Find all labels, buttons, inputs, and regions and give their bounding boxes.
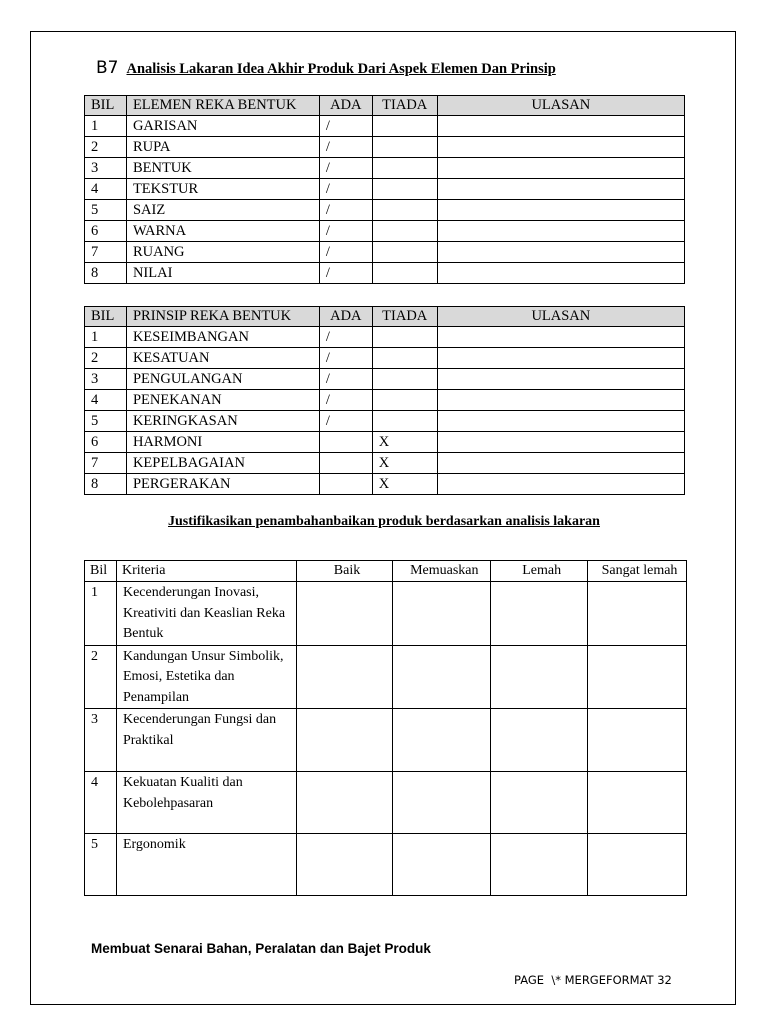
ada-cell: / — [319, 221, 372, 242]
tiada-cell — [372, 116, 437, 137]
lemah-cell — [491, 582, 588, 646]
bil-cell: 3 — [85, 158, 127, 179]
justification-table — [84, 560, 687, 896]
tiada-cell — [372, 242, 437, 263]
header-elemen: ELEMEN REKA BENTUK — [126, 96, 319, 116]
prinsip-cell: PENGULANGAN — [126, 369, 319, 390]
table-row — [85, 390, 685, 411]
table-row — [85, 772, 687, 834]
table-row — [85, 263, 685, 284]
ada-cell: / — [319, 348, 372, 369]
tiada-cell — [372, 327, 437, 348]
ada-cell: / — [319, 327, 372, 348]
bil-cell: 5 — [85, 834, 117, 896]
bil-cell: 6 — [85, 221, 127, 242]
bil-cell: 5 — [85, 200, 127, 221]
lemah-cell — [491, 772, 588, 834]
tiada-cell — [372, 263, 437, 284]
justification-table-body — [85, 582, 687, 896]
bil-cell: 4 — [85, 179, 127, 200]
ada-cell: / — [319, 242, 372, 263]
prinsip-table-body — [85, 327, 685, 495]
bil-cell: 8 — [85, 263, 127, 284]
memuaskan-cell — [393, 645, 491, 709]
tiada-cell — [372, 158, 437, 179]
ulasan-cell — [437, 263, 684, 284]
table-row — [85, 582, 687, 646]
table-row — [85, 453, 685, 474]
ulasan-cell — [437, 348, 684, 369]
table-row — [85, 327, 685, 348]
prinsip-cell: HARMONI — [126, 432, 319, 453]
ulasan-cell — [437, 411, 684, 432]
table-row — [85, 221, 685, 242]
ada-cell: / — [319, 263, 372, 284]
tiada-cell: X — [372, 474, 437, 495]
header-kriteria: Kriteria — [116, 561, 296, 582]
baik-cell — [296, 582, 393, 646]
ada-cell: / — [319, 137, 372, 158]
ada-cell: / — [319, 390, 372, 411]
ulasan-cell — [437, 116, 684, 137]
ulasan-cell — [437, 369, 684, 390]
ada-cell: / — [319, 158, 372, 179]
header-ulasan: ULASAN — [437, 307, 684, 327]
elemen-cell: GARISAN — [126, 116, 319, 137]
prinsip-cell: KEPELBAGAIAN — [126, 453, 319, 474]
sangat-lemah-cell — [588, 582, 687, 646]
ulasan-cell — [437, 242, 684, 263]
baik-cell — [296, 645, 393, 709]
prinsip-cell: PERGERAKAN — [126, 474, 319, 495]
prinsip-table-header — [85, 307, 685, 327]
tiada-cell: X — [372, 453, 437, 474]
ulasan-cell — [437, 432, 684, 453]
elemen-table-body — [85, 116, 685, 284]
lemah-cell — [491, 709, 588, 772]
prinsip-table — [84, 306, 685, 495]
table-row — [85, 474, 685, 495]
table-row — [85, 137, 685, 158]
kriteria-cell: Kekuatan Kualiti dan Kebolehpasaran — [116, 772, 296, 834]
bil-cell: 3 — [85, 709, 117, 772]
bil-cell: 7 — [85, 242, 127, 263]
justification-heading: Justifikasikan penambahanbaikan produk berdasarkan analisis lakaran — [168, 514, 600, 529]
lemah-cell — [491, 834, 588, 896]
section-code: B7 — [96, 58, 119, 78]
header-bil: Bil — [85, 561, 117, 582]
header-ada: ADA — [319, 307, 372, 327]
ada-cell — [319, 453, 372, 474]
header-prinsip: PRINSIP REKA BENTUK — [126, 307, 319, 327]
elemen-cell: NILAI — [126, 263, 319, 284]
sangat-lemah-cell — [588, 834, 687, 896]
bil-cell: 1 — [85, 582, 117, 646]
header-memuaskan: Memuaskan — [393, 561, 491, 582]
prinsip-cell: KERINGKASAN — [126, 411, 319, 432]
bil-cell: 7 — [85, 453, 127, 474]
ada-cell: / — [319, 200, 372, 221]
ulasan-cell — [437, 158, 684, 179]
bil-cell: 3 — [85, 369, 127, 390]
ada-cell: / — [319, 116, 372, 137]
elemen-cell: WARNA — [126, 221, 319, 242]
header-lemah: Lemah — [491, 561, 588, 582]
kriteria-cell: Kandungan Unsur Simbolik, Emosi, Estetika dan Penampilan — [116, 645, 296, 709]
bil-cell: 2 — [85, 348, 127, 369]
header-ulasan: ULASAN — [437, 96, 684, 116]
tiada-cell — [372, 179, 437, 200]
ulasan-cell — [437, 137, 684, 158]
header-bil: BIL — [85, 307, 127, 327]
table-row — [85, 709, 687, 772]
page-number-field: PAGE \* MERGEFORMAT 32 — [514, 973, 672, 987]
header-tiada: TIADA — [372, 96, 437, 116]
ulasan-cell — [437, 200, 684, 221]
elemen-cell: RUANG — [126, 242, 319, 263]
prinsip-cell: KESEIMBANGAN — [126, 327, 319, 348]
ulasan-cell — [437, 453, 684, 474]
bil-cell: 2 — [85, 645, 117, 709]
bil-cell: 4 — [85, 772, 117, 834]
sangat-lemah-cell — [588, 772, 687, 834]
elemen-cell: BENTUK — [126, 158, 319, 179]
header-sangat-lemah: Sangat lemah — [588, 561, 687, 582]
ada-cell: / — [319, 369, 372, 390]
section-title: Analisis Lakaran Idea Akhir Produk Dari Aspek Elemen Dan Prinsip — [126, 61, 556, 77]
header-bil: BIL — [85, 96, 127, 116]
table-row — [85, 158, 685, 179]
table-row — [85, 242, 685, 263]
memuaskan-cell — [393, 834, 491, 896]
prinsip-cell: KESATUAN — [126, 348, 319, 369]
ulasan-cell — [437, 327, 684, 348]
bil-cell: 4 — [85, 390, 127, 411]
lemah-cell — [491, 645, 588, 709]
memuaskan-cell — [393, 582, 491, 646]
ulasan-cell — [437, 390, 684, 411]
justification-table-header — [85, 561, 687, 582]
table-row — [85, 645, 687, 709]
ada-cell — [319, 474, 372, 495]
kriteria-cell: Kecenderungan Inovasi, Kreativiti dan Keaslian Reka Bentuk — [116, 582, 296, 646]
tiada-cell — [372, 200, 437, 221]
tiada-cell — [372, 137, 437, 158]
bil-cell: 5 — [85, 411, 127, 432]
ada-cell: / — [319, 411, 372, 432]
elemen-table — [84, 95, 685, 284]
tiada-cell — [372, 369, 437, 390]
header-ada: ADA — [319, 96, 372, 116]
prinsip-cell: PENEKANAN — [126, 390, 319, 411]
kriteria-cell: Ergonomik — [116, 834, 296, 896]
bil-cell: 8 — [85, 474, 127, 495]
baik-cell — [296, 772, 393, 834]
baik-cell — [296, 834, 393, 896]
bil-cell: 1 — [85, 116, 127, 137]
table-row — [85, 369, 685, 390]
table-row — [85, 179, 685, 200]
footer-heading: Membuat Senarai Bahan, Peralatan dan Bajet Produk — [91, 941, 431, 956]
sangat-lemah-cell — [588, 645, 687, 709]
baik-cell — [296, 709, 393, 772]
table-row — [85, 116, 685, 137]
ulasan-cell — [437, 221, 684, 242]
ulasan-cell — [437, 179, 684, 200]
header-tiada: TIADA — [372, 307, 437, 327]
elemen-cell: TEKSTUR — [126, 179, 319, 200]
table-row — [85, 432, 685, 453]
elemen-cell: SAIZ — [126, 200, 319, 221]
section-title-row — [96, 58, 556, 78]
ada-cell: / — [319, 179, 372, 200]
sangat-lemah-cell — [588, 709, 687, 772]
ulasan-cell — [437, 474, 684, 495]
memuaskan-cell — [393, 772, 491, 834]
table-row — [85, 411, 685, 432]
tiada-cell — [372, 221, 437, 242]
table-row — [85, 834, 687, 896]
elemen-table-header — [85, 96, 685, 116]
ada-cell — [319, 432, 372, 453]
tiada-cell — [372, 348, 437, 369]
header-baik: Baik — [296, 561, 393, 582]
kriteria-cell: Kecenderungan Fungsi dan Praktikal — [116, 709, 296, 772]
bil-cell: 6 — [85, 432, 127, 453]
tiada-cell: X — [372, 432, 437, 453]
bil-cell: 2 — [85, 137, 127, 158]
tiada-cell — [372, 411, 437, 432]
elemen-cell: RUPA — [126, 137, 319, 158]
memuaskan-cell — [393, 709, 491, 772]
bil-cell: 1 — [85, 327, 127, 348]
table-row — [85, 200, 685, 221]
tiada-cell — [372, 390, 437, 411]
table-row — [85, 348, 685, 369]
